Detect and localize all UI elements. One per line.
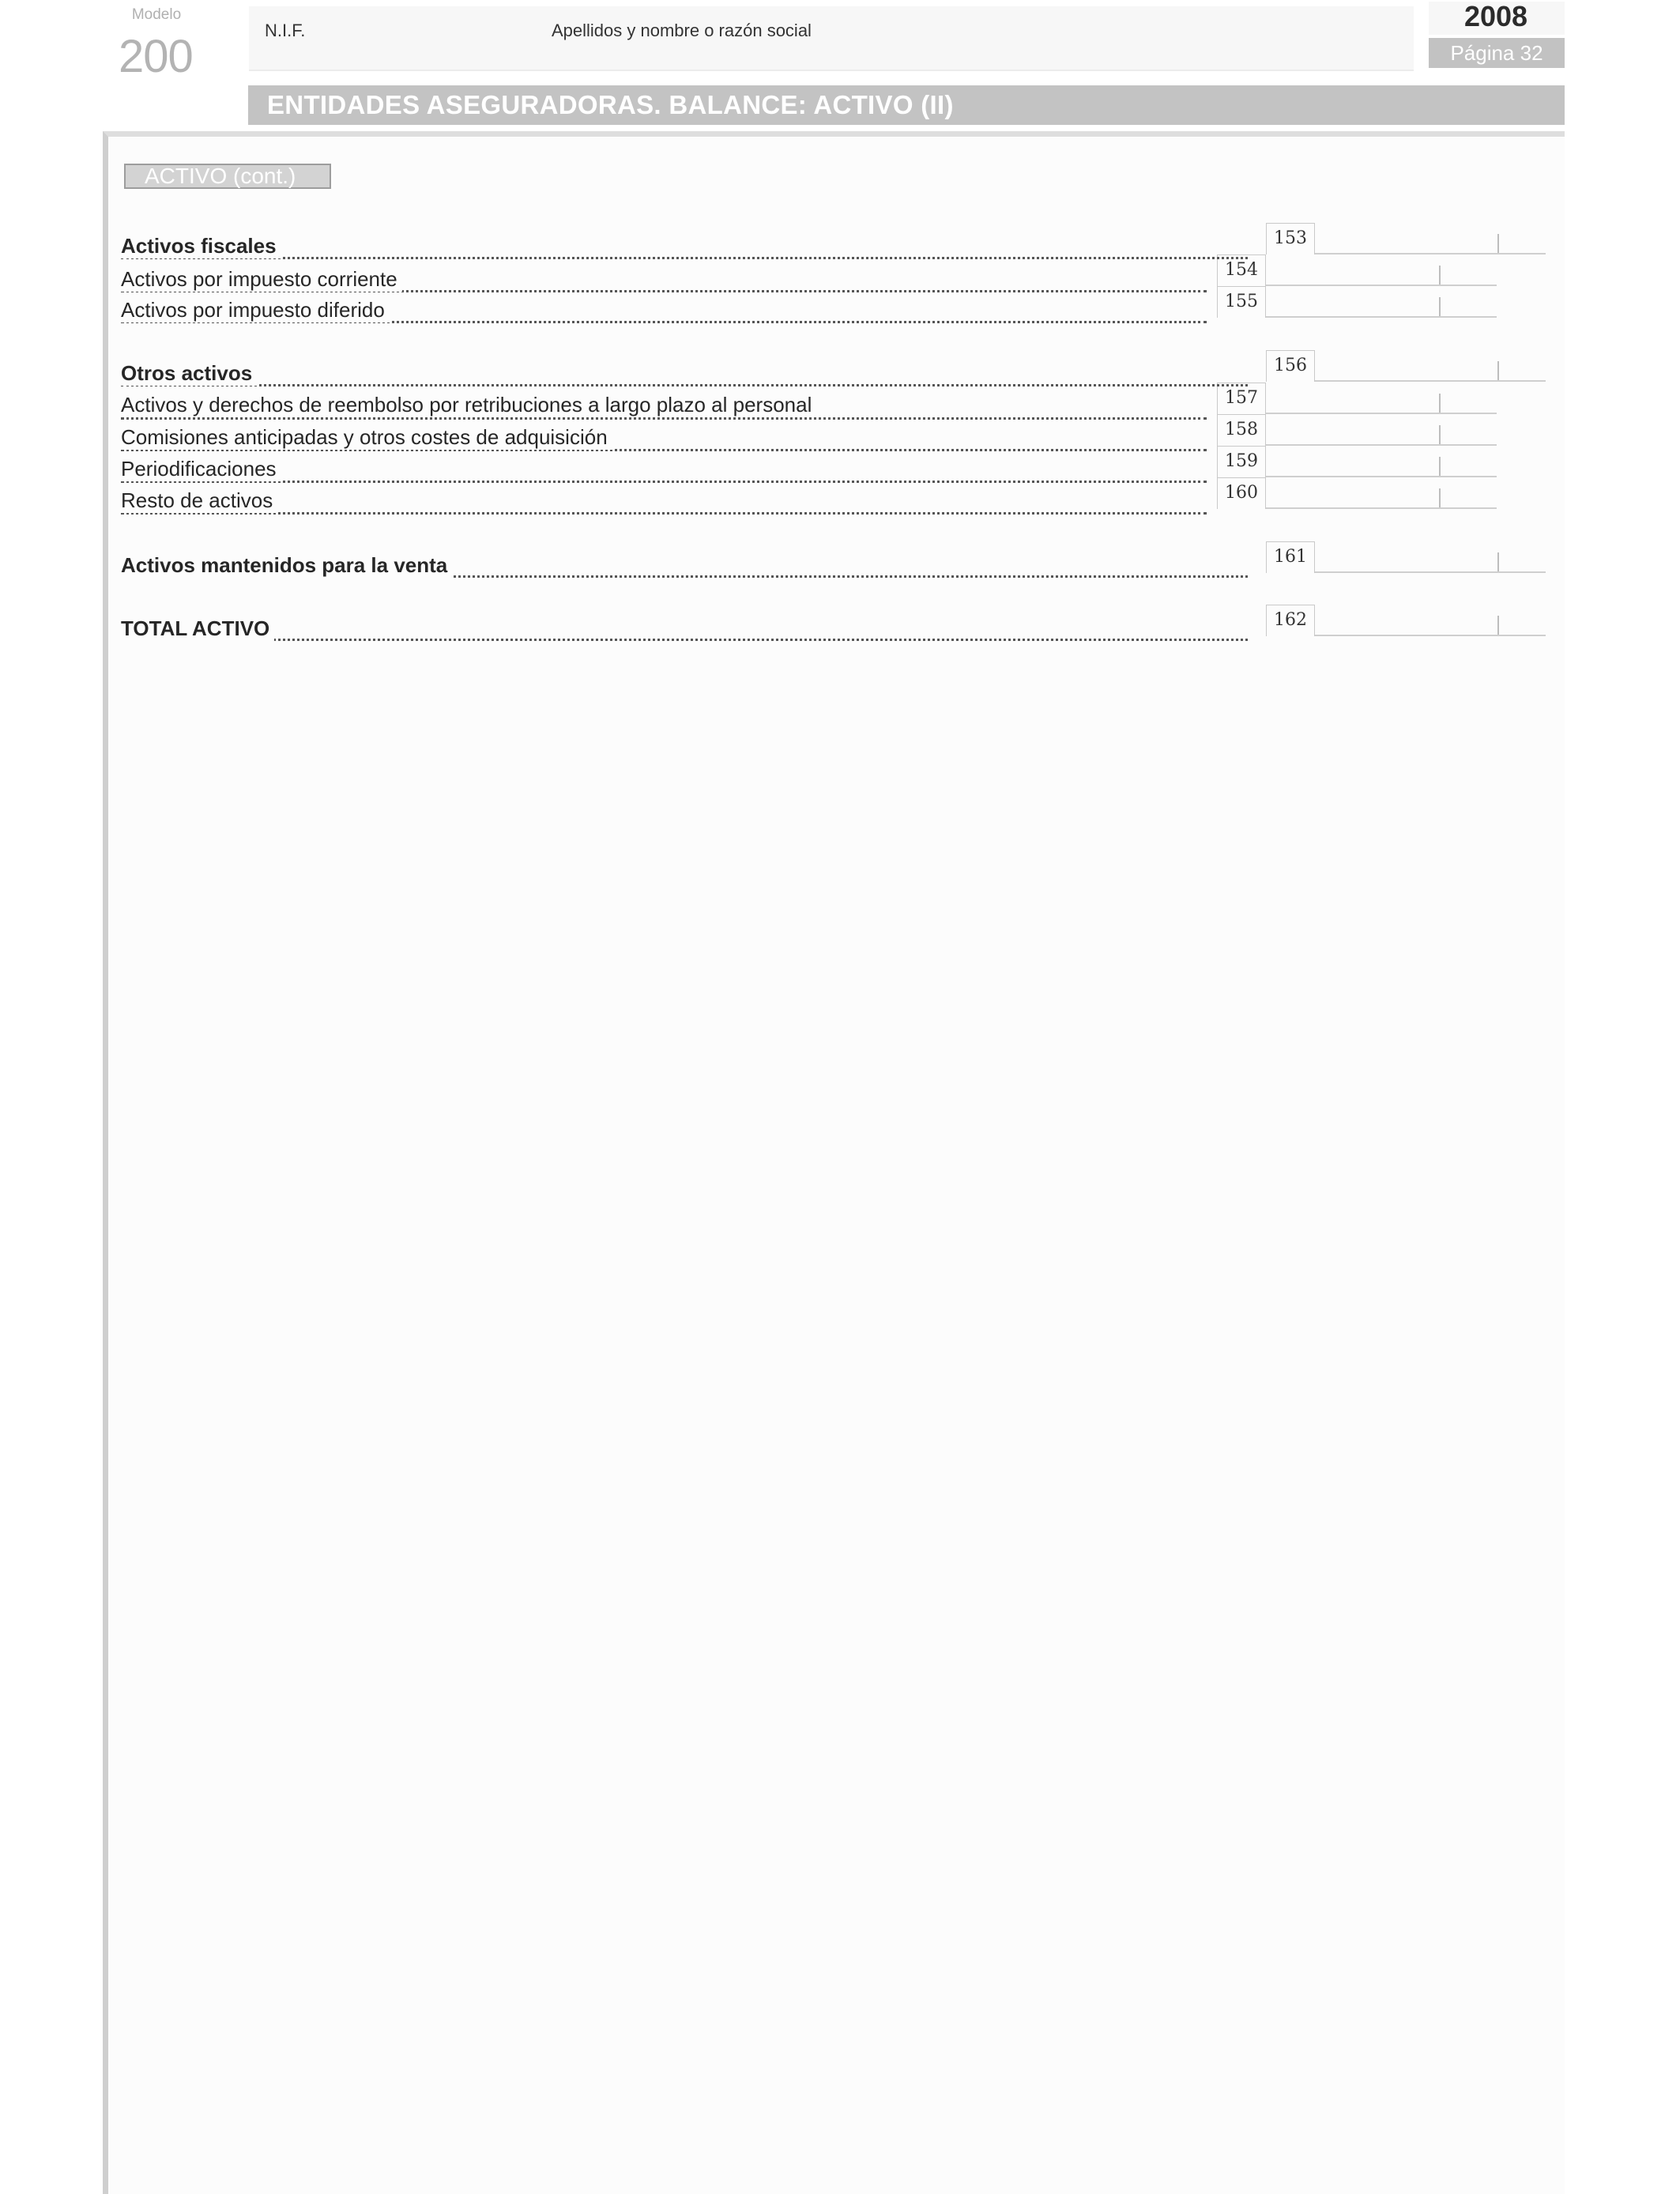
amount-field-158[interactable] [1266, 414, 1497, 446]
decimal-separator-tick [1497, 234, 1499, 253]
year: 2008 [1463, 0, 1528, 32]
box-code-158: 158 [1217, 414, 1266, 446]
row-label-total-activo: TOTAL ACTIVO [121, 616, 274, 641]
page-title: ENTIDADES ASEGURADORAS. BALANCE: ACTIVO (II) [267, 90, 954, 119]
box-code-161: 161 [1266, 541, 1315, 573]
amount-field-155[interactable] [1266, 286, 1497, 318]
decimal-separator-tick [1439, 394, 1441, 413]
row-label-mantenidos-venta: Activos mantenidos para la venta [121, 553, 452, 578]
amount-field-157[interactable] [1266, 383, 1497, 414]
row-label-retribuciones: Activos y derechos de reembolso por retribuciones a largo plazo al personal [121, 393, 816, 417]
leader-dots [121, 417, 1207, 420]
decimal-separator-tick [1497, 361, 1499, 380]
amount-field-162[interactable] [1315, 605, 1546, 636]
box-code-160: 160 [1217, 477, 1266, 509]
row-label-impuesto-diferido: Activos por impuesto diferido [121, 298, 390, 322]
row-label-otros-activos: Otros activos [121, 361, 257, 386]
modelo-number: 200 [119, 31, 193, 82]
decimal-separator-tick [1439, 266, 1441, 285]
decimal-separator-tick [1497, 616, 1499, 635]
box-code-157: 157 [1217, 383, 1266, 414]
row-label-resto-activos: Resto de activos [121, 488, 277, 513]
row-label-comisiones: Comisiones anticipadas y otros costes de adquisición [121, 425, 612, 450]
modelo-label: Modelo [131, 6, 182, 23]
box-code-153: 153 [1266, 223, 1315, 254]
leader-dots [121, 257, 1248, 259]
row-label-activos-fiscales: Activos fiscales [121, 234, 281, 258]
decimal-separator-tick [1439, 425, 1441, 444]
decimal-separator-tick [1439, 297, 1441, 316]
box-code-155: 155 [1217, 286, 1266, 318]
section-tag: ACTIVO (cont.) [124, 164, 331, 189]
amount-field-156[interactable] [1315, 350, 1546, 382]
row-label-periodificaciones: Periodificaciones [121, 457, 281, 481]
box-code-156: 156 [1266, 350, 1315, 382]
nif-label: N.I.F. [265, 21, 306, 40]
row-label-impuesto-corriente: Activos por impuesto corriente [121, 267, 402, 292]
page-number: Página 32 [1429, 38, 1565, 68]
amount-field-153[interactable] [1315, 223, 1546, 254]
leader-dots [121, 481, 1207, 483]
amount-field-161[interactable] [1315, 541, 1546, 573]
leader-dots [121, 512, 1207, 515]
name-label: Apellidos y nombre o razón social [552, 21, 812, 40]
decimal-separator-tick [1439, 457, 1441, 476]
amount-field-154[interactable] [1266, 254, 1497, 286]
amount-field-159[interactable] [1266, 446, 1497, 477]
identification-box [249, 6, 1414, 71]
amount-field-160[interactable] [1266, 477, 1497, 509]
decimal-separator-tick [1497, 552, 1499, 571]
leader-dots [121, 384, 1248, 386]
title-bar [248, 85, 1565, 125]
box-code-162: 162 [1266, 605, 1315, 636]
leader-dots [121, 639, 1248, 641]
box-code-154: 154 [1217, 254, 1266, 286]
box-code-159: 159 [1217, 446, 1266, 477]
decimal-separator-tick [1439, 488, 1441, 507]
